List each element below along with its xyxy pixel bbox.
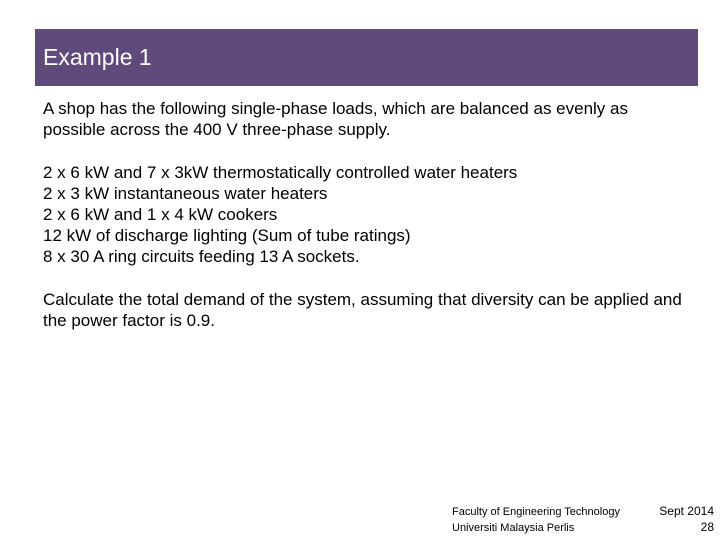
- page-number: 28: [700, 520, 714, 534]
- footer-row-top: [452, 504, 714, 520]
- footer-date: Sept 2014: [659, 504, 714, 518]
- slide-body: [43, 98, 693, 353]
- footer: [452, 504, 714, 536]
- footer-faculty: Faculty of Engineering Technology: [452, 506, 620, 518]
- intro-paragraph: A shop has the following single-phase loads, which are balanced as evenly as possible across the 400 V three-phase supply.: [43, 99, 628, 139]
- load-item: 12 kW of discharge lighting (Sum of tube ratings): [43, 226, 411, 245]
- slide-title: Example 1: [43, 44, 152, 70]
- load-item: 2 x 6 kW and 7 x 3kW thermostatically controlled water heaters: [43, 163, 518, 182]
- load-item: 2 x 6 kW and 1 x 4 kW cookers: [43, 205, 278, 224]
- title-bar: [35, 29, 698, 86]
- load-item: 8 x 30 A ring circuits feeding 13 A sockets.: [43, 247, 360, 266]
- footer-university: Universiti Malaysia Perlis: [452, 522, 575, 534]
- question-paragraph: Calculate the total demand of the system, assuming that diversity can be applied and the power factor is 0.9.: [43, 290, 682, 330]
- footer-row-bottom: [452, 520, 714, 536]
- loads-list: [43, 162, 693, 267]
- load-item: 2 x 3 kW instantaneous water heaters: [43, 184, 328, 203]
